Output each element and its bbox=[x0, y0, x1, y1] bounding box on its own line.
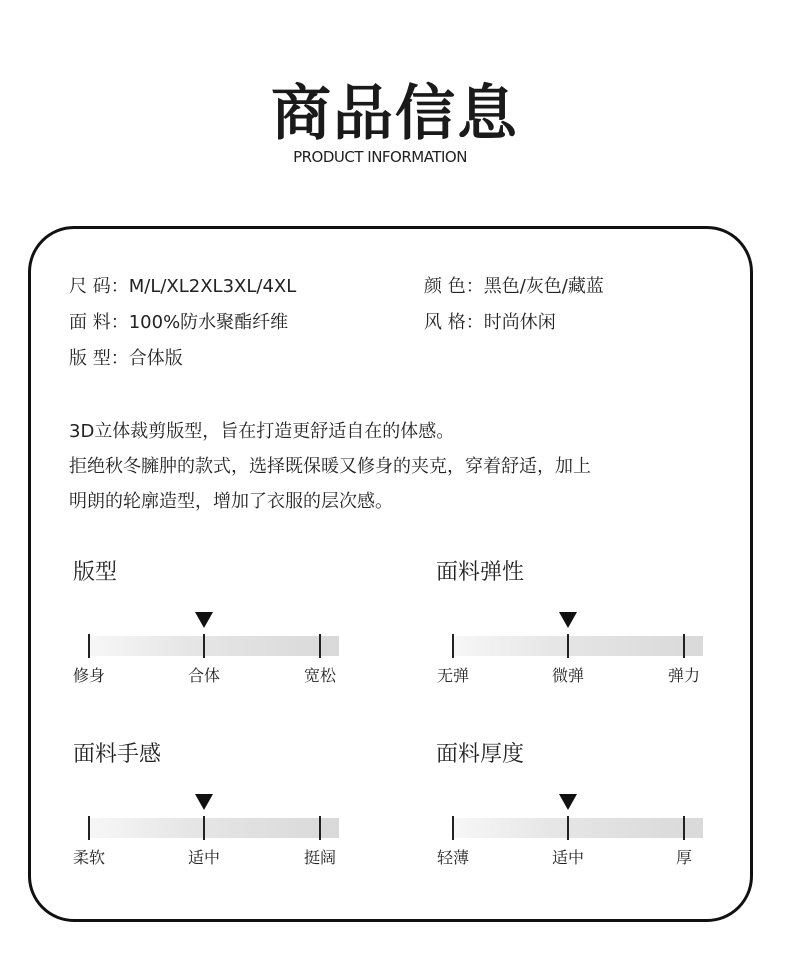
gauge-tick bbox=[203, 634, 205, 658]
gauge-tick bbox=[88, 634, 90, 658]
gauge-label: 挺阔 bbox=[303, 848, 337, 867]
gauge-title: 面料厚度 bbox=[436, 742, 525, 767]
spec-size: 尺 码：M/L/XL2XL3XL/4XL bbox=[69, 276, 297, 297]
gauge-bar bbox=[89, 636, 339, 656]
gauge-label: 适中 bbox=[187, 848, 221, 867]
gauge-tick bbox=[203, 816, 205, 840]
gauge-tick bbox=[319, 634, 321, 658]
gauge-bar bbox=[453, 636, 703, 656]
gauge-marker-icon bbox=[559, 794, 577, 810]
gauge-label: 宽松 bbox=[303, 666, 337, 685]
gauge-label: 弹力 bbox=[667, 666, 701, 685]
gauge-title: 面料手感 bbox=[73, 742, 162, 767]
gauge-label: 适中 bbox=[551, 848, 585, 867]
gauge-label: 厚 bbox=[675, 848, 693, 867]
description-line-1: 3D立体裁剪版型，旨在打造更舒适自在的体感。 bbox=[69, 421, 455, 442]
gauge-bar bbox=[89, 818, 339, 838]
gauge-label: 柔软 bbox=[72, 848, 106, 867]
gauge-marker-icon bbox=[195, 612, 213, 628]
gauge-title: 面料弹性 bbox=[436, 560, 525, 585]
spec-color: 颜 色：黑色/灰色/藏蓝 bbox=[424, 276, 604, 297]
spec-fit: 版 型：合体版 bbox=[69, 348, 183, 369]
spec-style: 风 格：时尚休闲 bbox=[424, 312, 556, 333]
description-line-3: 明朗的轮廓造型，增加了衣服的层次感。 bbox=[69, 491, 393, 512]
gauge-title: 版型 bbox=[73, 560, 118, 585]
gauge-tick bbox=[88, 816, 90, 840]
gauge-marker-icon bbox=[559, 612, 577, 628]
gauge-marker-icon bbox=[195, 794, 213, 810]
gauge-tick bbox=[567, 634, 569, 658]
gauge-tick bbox=[567, 816, 569, 840]
gauge-tick bbox=[452, 634, 454, 658]
gauge-tick bbox=[452, 816, 454, 840]
gauge-label: 修身 bbox=[72, 666, 106, 685]
gauge-tick bbox=[319, 816, 321, 840]
description-line-2: 拒绝秋冬臃肿的款式，选择既保暖又修身的夹克，穿着舒适，加上 bbox=[69, 456, 591, 477]
gauge-label: 轻薄 bbox=[436, 848, 470, 867]
gauge-label: 微弹 bbox=[551, 666, 585, 685]
page-subtitle: PRODUCT INFORMATION bbox=[293, 148, 467, 166]
spec-fabric: 面 料：100%防水聚酯纤维 bbox=[69, 312, 289, 333]
gauge-label: 合体 bbox=[187, 666, 221, 685]
gauge-tick bbox=[683, 816, 685, 840]
gauge-label: 无弹 bbox=[436, 666, 470, 685]
gauge-tick bbox=[683, 634, 685, 658]
gauge-bar bbox=[453, 818, 703, 838]
page-title: 商品信息 bbox=[271, 79, 519, 149]
